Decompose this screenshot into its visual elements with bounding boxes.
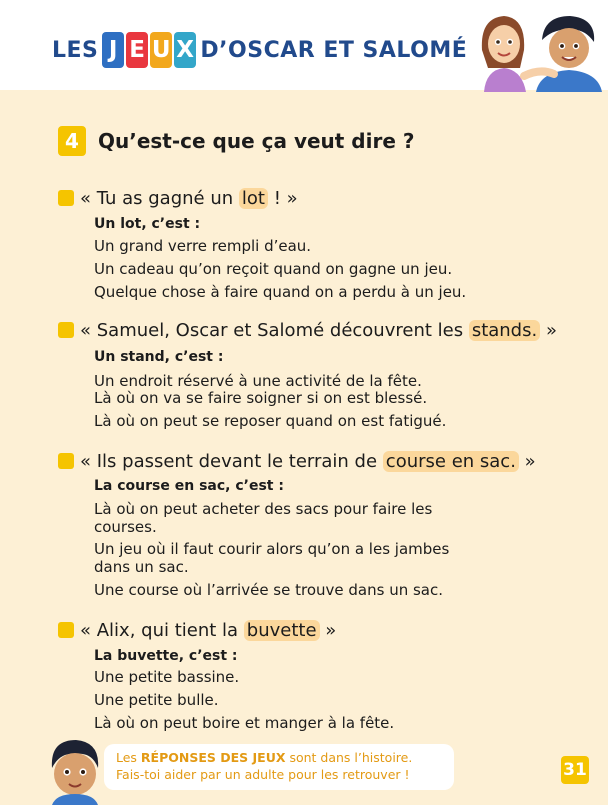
answer-option[interactable]: Quelque chose à faire quand on a perdu à un jeu.	[94, 283, 467, 301]
bullet-square	[58, 622, 74, 638]
highlighted-word: buvette	[244, 620, 320, 641]
title-letter-tile: X	[174, 32, 196, 68]
page-number-badge: 31	[561, 756, 589, 784]
page-title	[52, 30, 467, 70]
boy-illustration	[40, 734, 110, 805]
answer-option[interactable]: Un jeu où il faut courir alors qu’on a les jambes dans un sac.	[94, 540, 450, 576]
title-letter-tile: U	[150, 32, 172, 68]
title-letter-tile: J	[102, 32, 124, 68]
answer-option[interactable]: Une petite bassine.	[94, 668, 240, 686]
highlighted-word: course en sac.	[383, 451, 519, 472]
answer-option[interactable]: Une course où l’arrivée se trouve dans un sac.	[94, 581, 444, 599]
answer-option[interactable]: Un grand verre rempli d’eau.	[94, 237, 312, 255]
definition-title: La course en sac, c’est :	[94, 478, 284, 494]
answer-option[interactable]: Un endroit réservé à une activité de la fête.	[94, 372, 422, 390]
answers-hint-note: Les RÉPONSES DES JEUX sont dans l’histoire. Fais-toi aider par un adulte pour les retrouver !	[104, 744, 454, 790]
answer-option[interactable]: Un cadeau qu’on reçoit quand on gagne un jeu.	[94, 260, 453, 278]
bullet-square	[58, 322, 74, 338]
definition-title: Un stand, c’est :	[94, 349, 224, 365]
children-illustration	[474, 10, 604, 92]
answer-option[interactable]: Là où on peut acheter des sacs pour faire les courses.	[94, 500, 433, 536]
question-title: Qu’est-ce que ça veut dire ?	[98, 129, 415, 153]
definition-title: Un lot, c’est :	[94, 216, 201, 232]
quote-text: « Ils passent devant le terrain de course en sac. »	[80, 451, 536, 472]
definition-title: La buvette, c’est :	[94, 648, 238, 664]
title-letter-tiles	[102, 32, 196, 68]
bullet-square	[58, 190, 74, 206]
question-number-badge: 4	[58, 126, 86, 156]
bullet-square	[58, 453, 74, 469]
highlighted-word: stands.	[469, 320, 540, 341]
highlighted-word: lot	[239, 188, 268, 209]
title-post: D’OSCAR ET SALOMÉ	[200, 37, 468, 63]
answer-option[interactable]: Une petite bulle.	[94, 691, 219, 709]
answer-option[interactable]: Là où on peut boire et manger à la fête.	[94, 714, 395, 732]
title-letter-tile: E	[126, 32, 148, 68]
answer-option[interactable]: Là où on peut se reposer quand on est fatigué.	[94, 412, 447, 430]
answer-option[interactable]: Là où on va se faire soigner si on est blessé.	[94, 389, 428, 407]
quote-text: « Alix, qui tient la buvette »	[80, 620, 337, 641]
title-pre: LES	[52, 37, 99, 63]
quote-text: « Tu as gagné un lot ! »	[80, 188, 298, 209]
quote-text: « Samuel, Oscar et Salomé découvrent les stands. »	[80, 320, 557, 341]
